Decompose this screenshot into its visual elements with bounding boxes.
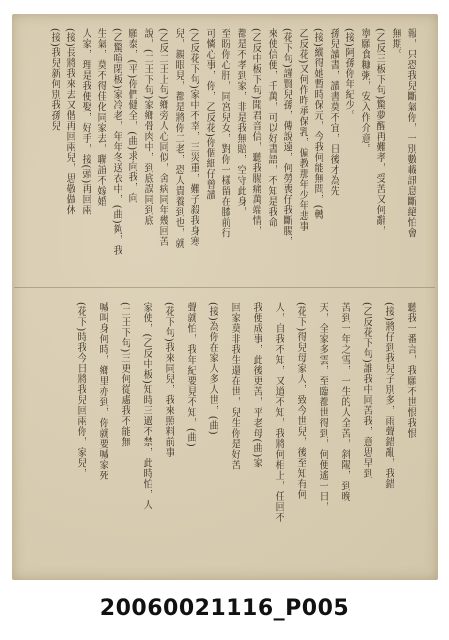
- text-column: 可憐心事，你，乙反花)你個細仔曾讀: [204, 28, 215, 201]
- text-column: (乙反中板下句)聞君音信，聽我腸痛萬端情，: [250, 28, 261, 237]
- text-column: (乙反花下句)誰我中同苦我，意思早到: [361, 302, 372, 479]
- text-column: (接)我兒新何別我孫兒: [49, 28, 60, 132]
- text-column: 聲就怕，我年紀要見不知，(曲): [185, 302, 196, 448]
- text-column: (接)長將我來去又偕再回兩兒，思敬做休: [64, 28, 75, 216]
- text-column: 乙反花)又何作昨承保乳，偏教那年少年悲事: [297, 28, 308, 232]
- text-column: (花下句)謹賢兒孫，傳說遠，何勞喪仔我斷腸，: [281, 28, 292, 247]
- text-column: 天，全家多雲，至臨都世得到，何便遙一日，: [317, 302, 328, 512]
- text-column: 聽我一番言，我願不世恨我恨: [405, 302, 416, 439]
- text-column: 寧願食糠粥，安入作介意。: [359, 28, 370, 154]
- text-column: 至盼你心肝，同宮兒女，對你一樣留在膝前行: [219, 28, 230, 238]
- text-column: 來使信便，千萬，可以好書語，不知是我命: [266, 28, 277, 228]
- text-column: (乙反花下句)家中不幸，三災重，難子殺我身寒: [188, 28, 199, 247]
- text-column: 說，(二王下句)家鄉骨肉中，到底誤同到底: [142, 28, 153, 226]
- text-column: (乙驚喧閉板)家冷老，年年冬送衣中，(曲)夠，我: [111, 28, 122, 256]
- text-column: (二王下句)三更何從處我不能無: [119, 302, 130, 448]
- text-column: (乙反二王上句)鄉旁人心同似，舍病同年幾回苦: [157, 28, 168, 247]
- text-column: 人家，理是我便娶，好手，接(頭)再回兩: [80, 28, 91, 216]
- text-column: 回家莫非我生還在世，兒生你是好苦: [229, 302, 240, 470]
- text-column: (接)將仔到我兒子別多，雨聲錯亂，我錯: [383, 302, 394, 490]
- text-column: 孫兒讀書，讀書莫不宜，日後才為先: [328, 28, 339, 196]
- text-column: 都是不孝到家，非是我無賠，空守此身，: [235, 28, 246, 217]
- text-column: 報，只恐我兒斷氣你，一別數載訊息斷絕怕會: [405, 28, 416, 238]
- text-column: (接)阿孫你年紀少。: [343, 28, 354, 121]
- text-column: 苦到一年之雪，一生的人全苦，斜陽，到晚: [339, 302, 350, 502]
- text-column: 兒，親眼見，都是將你二老，恐人貴養到也，就: [173, 28, 184, 249]
- text-column: 人，自我不知，又道不知，我將何相上，任回不: [273, 302, 284, 523]
- text-column: 無期。: [390, 28, 401, 60]
- text-column: (乙反三板下句)驚夢醒再難孝，受苦又何辭，: [374, 28, 385, 237]
- page-divider: [14, 287, 435, 288]
- text-column: 喊叫身何時，鄉里亦到，你就要喊家死: [97, 302, 108, 481]
- text-column: 願泰，(平)你們健全，(曲)求向我，向: [126, 28, 137, 204]
- text-column: (接)為你在家人多人世，(曲): [207, 302, 218, 436]
- text-column: (花下)得兒母家人，致今世兒，後至知有何: [295, 302, 306, 500]
- text-column: 家使，(乙反中板)知時三過不禁，此時怕，人: [141, 302, 152, 511]
- text-column: 生氣，莫不得佳化同家去，聯誼不嫁婚: [95, 28, 106, 207]
- text-column: (花下句)我來同兒，我來照料前事: [163, 302, 174, 458]
- text-column: 我便成事，此後更苦，平老母(曲)家: [251, 302, 262, 469]
- text-column: (花下)時我今日將我兒回兩你，家兒，: [75, 302, 86, 479]
- text-column: (接)縱得她暫時保元，今我何能無問，(轉: [312, 28, 323, 220]
- image-caption: 20060021116_P005: [99, 596, 350, 621]
